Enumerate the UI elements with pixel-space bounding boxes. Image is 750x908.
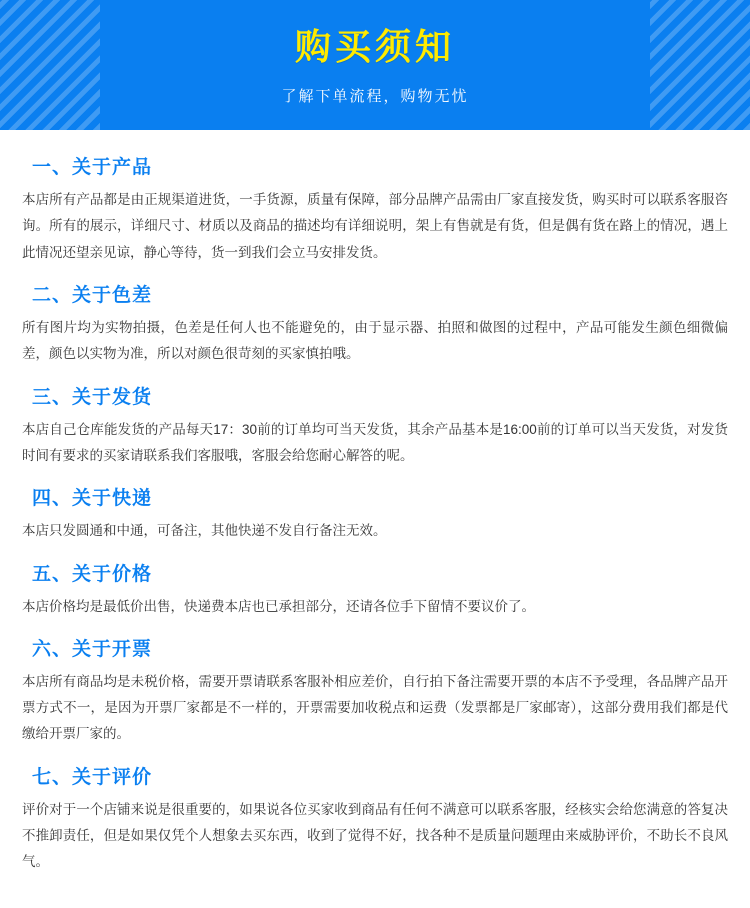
section-body-product: 本店所有产品都是由正规渠道进货，一手货源，质量有保障，部分品牌产品需由厂家直接发货，购买时可以联系客服咨询。所有的展示，详细尺寸、材质以及商品的描述均有详细说明，架上有售就是有货，但是偶有货在路上的情况，遇上此情况还望亲见谅，静心等待，货一到我们会立马安排发货。	[22, 192, 728, 260]
section-title-invoice: 六、关于开票	[32, 638, 153, 660]
section-title-review: 七、关于评价	[32, 766, 153, 788]
section-title-color-difference: 二、关于色差	[32, 284, 153, 306]
section-body-price: 本店价格均是最低价出售，快递费本店也已承担部分，还请各位手下留情不要议价了。	[22, 598, 535, 614]
section-body-shipping: 本店自己仓库能发货的产品每天17：30前的订单均可当天发货，其余产品基本是16:00前的订单可以当天发货，对发货时间有要求的买家请联系我们客服哦，客服会给您耐心解答的呢。	[22, 421, 728, 463]
section-title-product: 一、关于产品	[32, 157, 153, 178]
section-title-express: 四、关于快递	[32, 488, 153, 510]
section-body-review: 评价对于一个店铺来说是很重要的，如果说各位买家收到商品有任何不满意可以联系客服，经核实会给您满意的答复决不推卸责任，但是如果仅凭个人想象去买东西，收到了觉得不好，找各种不是质量问题理由来威胁评价，不助长不良风气。	[22, 801, 728, 870]
notice-content	[0, 130, 750, 908]
section-invoice	[22, 634, 728, 748]
section-title-price: 五、关于价格	[32, 563, 153, 585]
header-banner	[0, 0, 750, 130]
page-title: 购买须知	[294, 26, 455, 67]
section-body-invoice: 本店所有商品均是未税价格，需要开票请联系客服补相应差价，自行拍下备注需要开票的本店不予受理，各品牌产品开票方式不一，是因为开票厂家都是不一样的，开票需要加收税点和运费（发票都是厂家邮寄），这部分费用我们都是代缴给开票厂家的。	[22, 673, 728, 742]
section-price	[22, 559, 728, 620]
section-color-difference	[22, 280, 728, 368]
section-body-color-difference: 所有图片均为实物拍摄，色差是任何人也不能避免的，由于显示器、拍照和做图的过程中，产品可能发生颜色细微偏差，颜色以实物为准，所以对颜色很苛刻的买家慎拍哦。	[22, 319, 728, 362]
page-subtitle: 了解下单流程，购物无忧	[281, 87, 469, 105]
section-review	[22, 762, 728, 876]
section-shipping	[22, 382, 728, 470]
section-express	[22, 483, 728, 544]
section-body-express: 本店只发圆通和中通，可备注，其他快递不发自行备注无效。	[22, 523, 387, 539]
section-title-shipping: 三、关于发货	[32, 386, 153, 408]
section-product	[22, 152, 728, 266]
